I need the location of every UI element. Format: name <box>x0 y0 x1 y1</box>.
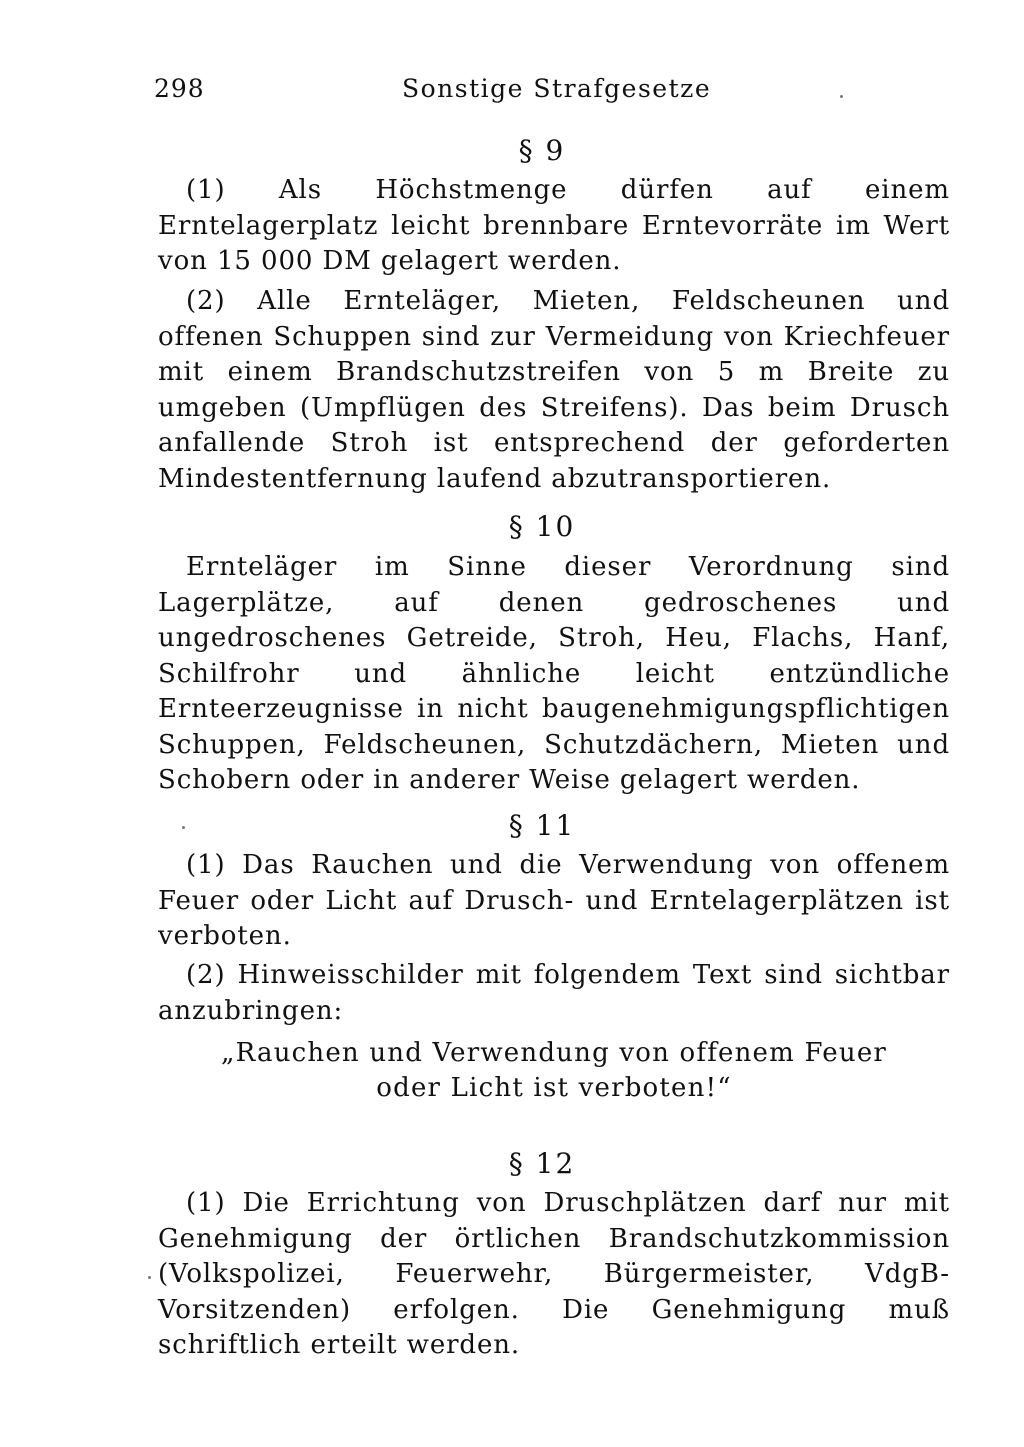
sign-text-quote <box>158 1036 950 1106</box>
scan-speck <box>840 95 843 98</box>
scan-speck <box>182 826 185 829</box>
section-heading-12: § 12 <box>508 1147 576 1180</box>
page-header <box>154 74 954 114</box>
scan-speck <box>148 1276 151 1279</box>
section-12-paragraph-1: (1) Die Errichtung von Druschplätzen darf nur mit Genehmigung der örtlichen Brandschutzkommission (Volkspolizei, Feuerwehr, Bürgermeister, VdgB-Vorsitzenden) erfolgen. Die Genehmigung muß schriftlich erteilt werden. <box>158 1188 950 1360</box>
section-11-paragraph-2: (2) Hinweisschilder mit folgendem Text sind sichtbar anzubringen: <box>158 960 950 1026</box>
quote-line-2: oder Licht ist verboten!“ <box>376 1073 732 1103</box>
section-9-paragraph-2: (2) Alle Ernteläger, Mieten, Feldscheunen und offenen Schuppen sind zur Vermeidung von Kriechfeuer mit einem Brandschutzstreifen von 5 m Breite zu umgeben (Umpflügen des Streifens). Das beim Drusch anfallende Stroh ist entsprechend der geforderten Mindestentfernung laufend abzutransportieren. <box>158 286 950 494</box>
section-9-paragraph-1: (1) Als Höchstmenge dürfen auf einem Erntelagerplatz leicht brennbare Erntevorräte im Wert von 15 000 DM gelagert werden. <box>158 175 950 276</box>
section-10-paragraph-1: Ernteläger im Sinne dieser Verordnung sind Lagerplätze, auf denen gedroschenes und ungedroschenes Getreide, Stroh, Heu, Flachs, Hanf, Schilfrohr und ähnliche leicht entzündliche Ernteerzeugnisse in nicht baugenehmigungspflichtigen Schuppen, Feldscheunen, Schutzdächern, Mieten und Schobern oder in anderer Weise gelagert werden. <box>158 552 950 795</box>
section-heading-11: § 11 <box>508 809 576 842</box>
section-heading-10: § 10 <box>508 510 576 543</box>
section-11-paragraph-1: (1) Das Rauchen und die Verwendung von offenem Feuer oder Licht auf Drusch- und Erntelagerplätzen ist verboten. <box>158 850 950 951</box>
quote-line-1: „Rauchen und Verwendung von offenem Feuer <box>220 1038 888 1068</box>
running-title: Sonstige Strafgesetze <box>402 74 712 103</box>
page-number: 298 <box>154 74 205 103</box>
section-heading-9: § 9 <box>518 134 566 167</box>
